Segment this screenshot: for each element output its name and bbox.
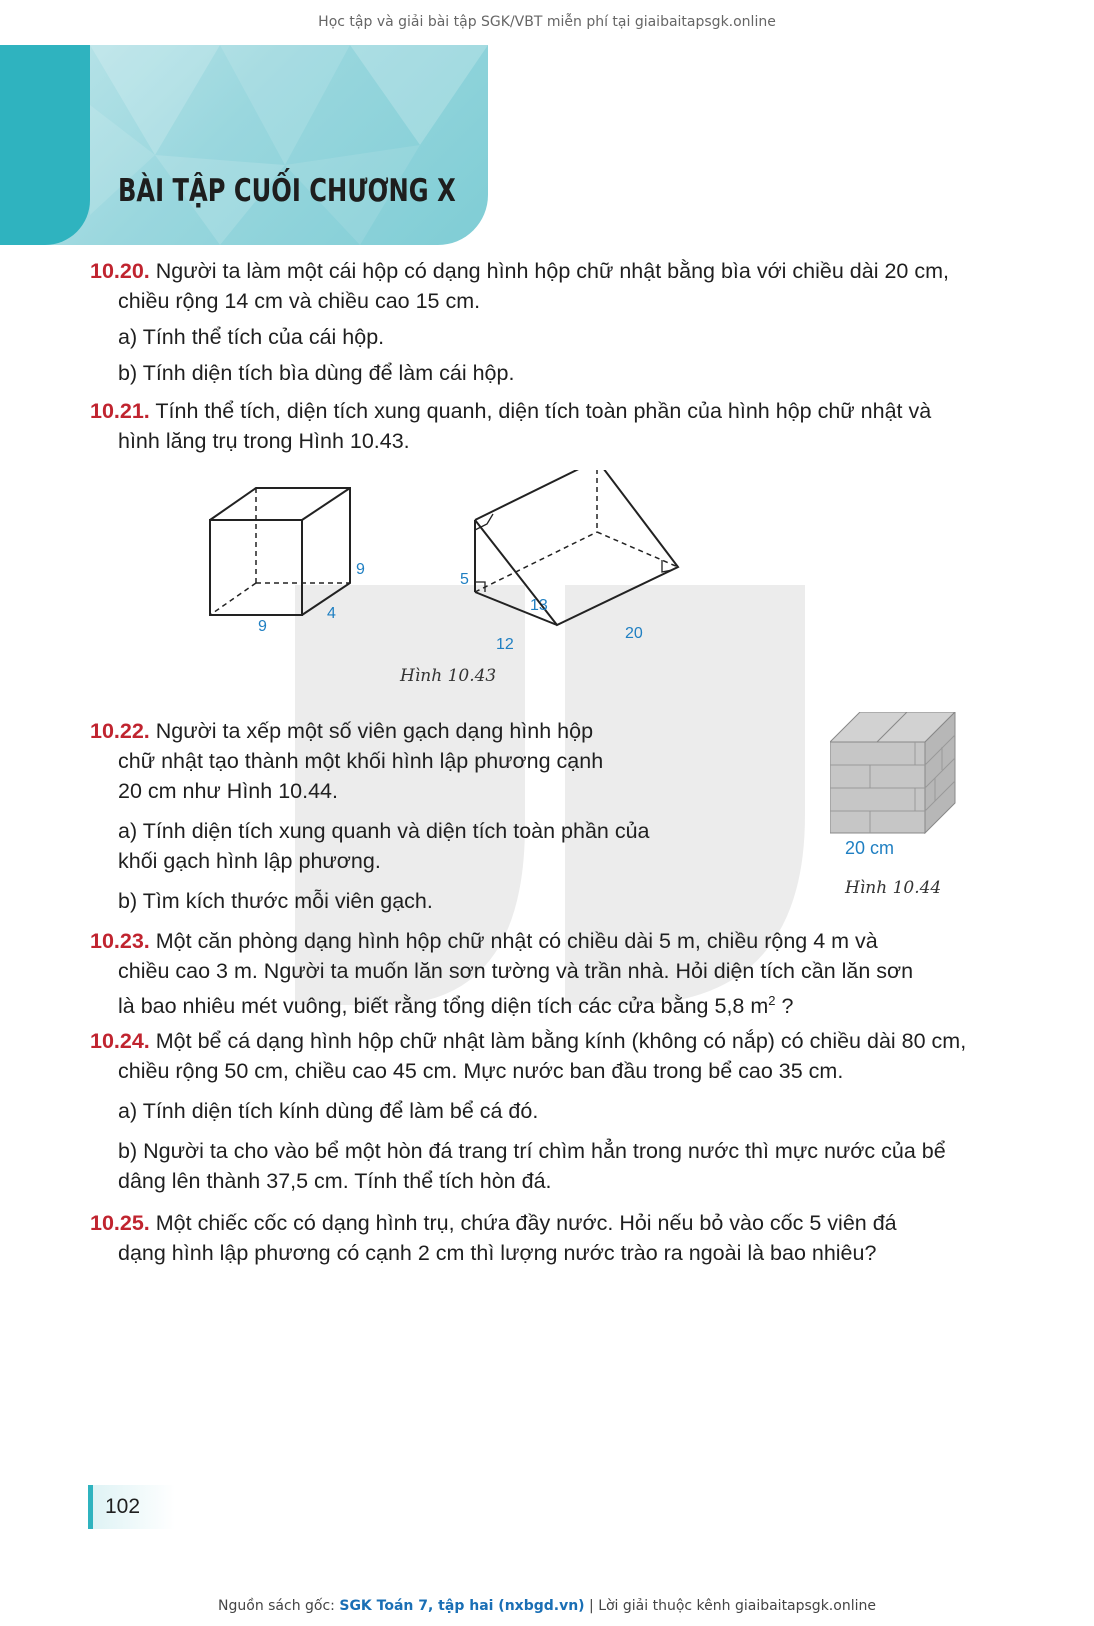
figure-caption-10-44: Hình 10.44 [845, 878, 942, 898]
problem-text: Tính thể tích, diện tích xung quanh, diện tích toàn phần của hình hộp chữ nhật và [155, 399, 932, 423]
problem-10-25 [90, 1208, 897, 1268]
problem-number: 10.24. [90, 1029, 150, 1053]
problem-text: chiều rộng 50 cm, chiều cao 45 cm. Mực nước ban đầu trong bể cao 35 cm. [118, 1059, 844, 1083]
problem-text: 20 cm như Hình 10.44. [118, 779, 338, 803]
subquestion-a: a) Tính diện tích xung quanh và diện tích toàn phần của [118, 819, 650, 843]
subquestion-b-cont: dâng lên thành 37,5 cm. Tính thể tích hòn đá. [118, 1169, 552, 1193]
subquestion-b: b) Người ta cho vào bể một hòn đá trang trí chìm hẳn trong nước thì mực nước của bể [118, 1139, 946, 1163]
problem-text: Người ta làm một cái hộp có dạng hình hộp chữ nhật bằng bìa với chiều dài 20 cm, [155, 259, 949, 283]
problem-10-24 [90, 1026, 966, 1196]
cuboid-shape [210, 488, 350, 615]
problem-10-23 [90, 926, 913, 1021]
footer-prefix: Nguồn sách gốc: [218, 1598, 340, 1614]
problem-10-22 [90, 716, 650, 916]
problem-text: chữ nhật tạo thành một khối hình lập phương cạnh [118, 749, 604, 773]
prism-hypotenuse-label: 13 [530, 597, 548, 614]
problem-number: 10.20. [90, 259, 150, 283]
problem-text: Một chiếc cốc có dạng hình trụ, chứa đầy nước. Hỏi nếu bỏ vào cốc 5 viên đá [155, 1211, 897, 1235]
subquestion-b: b) Tính diện tích bìa dùng để làm cái hộp. [118, 361, 515, 385]
cube-width-label: 9 [258, 618, 267, 635]
page-number: 102 [88, 1485, 175, 1529]
top-note: Học tập và giải bài tập SGK/VBT miễn phí tại giaibaitapsgk.online [318, 14, 776, 30]
problem-text: chiều cao 3 m. Người ta muốn lăn sơn tường và trần nhà. Hỏi diện tích cần lăn sơn [118, 959, 914, 983]
chapter-title: BÀI TẬP CUỐI CHƯƠNG X [118, 173, 456, 209]
problem-number: 10.22. [90, 719, 150, 743]
problem-text: Một căn phòng dạng hình hộp chữ nhật có chiều dài 5 m, chiều rộng 4 m và [155, 929, 878, 953]
banner-side-tab [0, 45, 90, 245]
subquestion-a-cont: khối gạch hình lập phương. [118, 849, 381, 873]
figure-10-43 [200, 470, 720, 650]
subquestion-a: a) Tính thể tích của cái hộp. [118, 325, 385, 349]
problem-number: 10.23. [90, 929, 150, 953]
footer-source-link[interactable]: SGK Toán 7, tập hai (nxbgd.vn) [339, 1598, 585, 1614]
problem-text: dạng hình lập phương có cạnh 2 cm thì lượng nước trào ra ngoài là bao nhiêu? [118, 1241, 877, 1265]
brick-cube-edge-label: 20 cm [845, 838, 895, 858]
prism-length-label: 20 [625, 625, 643, 642]
cube-height-label: 9 [356, 561, 365, 578]
problem-number: 10.25. [90, 1211, 150, 1235]
footer-suffix: | Lời giải thuộc kênh giaibaitapsgk.online [584, 1598, 876, 1614]
prism-base-label: 12 [496, 636, 514, 653]
problem-text: chiều rộng 14 cm và chiều cao 15 cm. [118, 289, 481, 313]
cube-depth-label: 4 [327, 605, 336, 622]
problem-text: Người ta xếp một số viên gạch dạng hình hộp [155, 719, 594, 743]
figure-caption-10-43: Hình 10.43 [400, 666, 497, 686]
problem-text: Một bể cá dạng hình hộp chữ nhật làm bằng kính (không có nắp) có chiều dài 80 cm, [155, 1029, 967, 1053]
problem-text-last: là bao nhiêu mét vuông, biết rằng tổng diện tích các cửa bằng 5,8 $m^2$ ? [118, 993, 794, 1019]
problem-text: hình lăng trụ trong Hình 10.43. [118, 429, 410, 453]
superscript: 2 [768, 993, 776, 1008]
chapter-banner [0, 45, 488, 245]
prism-height-label: 5 [460, 571, 469, 588]
problem-10-21 [90, 396, 931, 456]
subquestion-b: b) Tìm kích thước mỗi viên gạch. [118, 889, 433, 913]
figure-10-44-brick-cube [830, 712, 965, 834]
subquestion-a: a) Tính diện tích kính dùng để làm bể cá đó. [118, 1099, 539, 1123]
problem-10-20 [90, 256, 949, 388]
triangular-prism-shape [475, 470, 678, 625]
footer [0, 1598, 1094, 1614]
problem-number: 10.21. [90, 399, 150, 423]
